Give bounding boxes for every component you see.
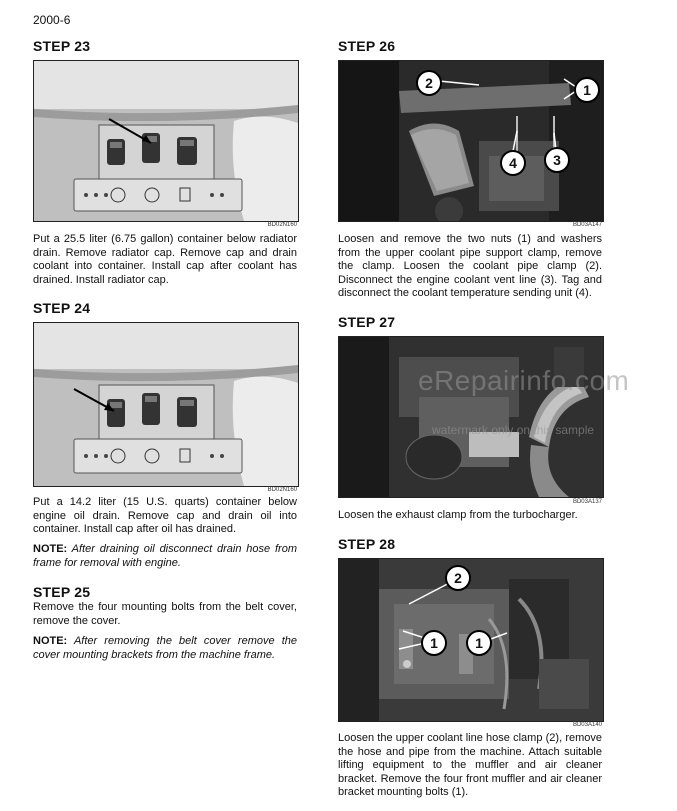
callout-number: 4 bbox=[509, 155, 517, 171]
step-25-note-text: After removing the belt cover remove the cover mounting brackets from the machine frame. bbox=[33, 635, 297, 661]
step-26-photo bbox=[338, 60, 604, 222]
step-26-heading: STEP 26 bbox=[338, 38, 396, 54]
callout-number: 1 bbox=[430, 635, 438, 651]
watermark-subtitle: watermark only on this sample bbox=[432, 423, 595, 437]
step-24-text: Put a 14.2 liter (15 U.S. quarts) container below engine oil drain. Remove cap and drain oil into container. Install cap after oil has drained. bbox=[33, 496, 297, 535]
callout-number: 1 bbox=[583, 82, 591, 98]
step-25-note bbox=[33, 635, 297, 662]
callout-2 bbox=[445, 565, 471, 591]
callout-number: 1 bbox=[475, 635, 483, 651]
step-24-figure-code: BD02N160 bbox=[267, 487, 297, 493]
watermark: eRepairinfo.com bbox=[418, 365, 630, 396]
callout-3 bbox=[544, 147, 570, 173]
step-23-heading: STEP 23 bbox=[33, 38, 91, 54]
callout-1 bbox=[574, 77, 600, 103]
coolant-pipe-illustration bbox=[339, 61, 603, 221]
note-label: NOTE: bbox=[33, 543, 68, 555]
callout-number: 3 bbox=[553, 152, 561, 168]
step-27-text: Loosen the exhaust clamp from the turbocharger. bbox=[338, 509, 578, 521]
turbocharger-illustration bbox=[339, 337, 603, 497]
drain-panel-illustration bbox=[34, 61, 298, 221]
step-23-text: Put a 25.5 liter (6.75 gallon) container below radiator drain. Remove radiator cap. Remove cap and drain coolant into container. Install cap after coolant has drained. Install radiator cap. bbox=[33, 233, 297, 286]
step-23-figure-code: BD02N160 bbox=[267, 222, 297, 228]
step-24-heading: STEP 24 bbox=[33, 300, 91, 316]
page-number: 2000-6 bbox=[33, 13, 71, 27]
callout-number: 2 bbox=[454, 570, 462, 586]
step-24-photo bbox=[33, 322, 299, 487]
step-25-heading: STEP 25 bbox=[33, 584, 91, 600]
step-28-heading: STEP 28 bbox=[338, 536, 396, 552]
callout-2 bbox=[416, 70, 442, 96]
step-28-figure-code: BD03A140 bbox=[572, 722, 602, 728]
step-23-photo bbox=[33, 60, 299, 222]
callout-1 bbox=[466, 630, 492, 656]
step-24-note bbox=[33, 543, 297, 570]
step-26-text: Loosen and remove the two nuts (1) and washers from the upper coolant pipe support clamp, remove the clamp. Loosen the coolant pipe clamp (2). Disconnect the engine coolant vent line (3). Tag and disconnect the coolant temperature sending unit (4). bbox=[338, 233, 602, 299]
step-27-heading: STEP 27 bbox=[338, 314, 396, 330]
step-27-photo bbox=[338, 336, 604, 498]
callout-1 bbox=[421, 630, 447, 656]
callout-number: 2 bbox=[425, 75, 433, 91]
oil-drain-panel-illustration bbox=[34, 323, 298, 486]
step-24-note-text: After draining oil disconnect drain hose from frame for removal with engine. bbox=[33, 543, 297, 569]
step-27-figure-code: BD03A137 bbox=[572, 499, 602, 505]
callout-4 bbox=[500, 150, 526, 176]
note-label: NOTE: bbox=[33, 635, 68, 647]
step-28-text: Loosen the upper coolant line hose clamp (2), remove the hose and pipe from the machine. Attach suitable lifting equipment to the muffler and air cleaner bracket. Remove the four front muffler and air cleaner bracket mounting bolts (1). bbox=[338, 732, 602, 798]
step-25-text: Remove the four mounting bolts from the belt cover, remove the cover. bbox=[33, 601, 297, 627]
step-26-figure-code: BD03A147 bbox=[572, 222, 602, 228]
